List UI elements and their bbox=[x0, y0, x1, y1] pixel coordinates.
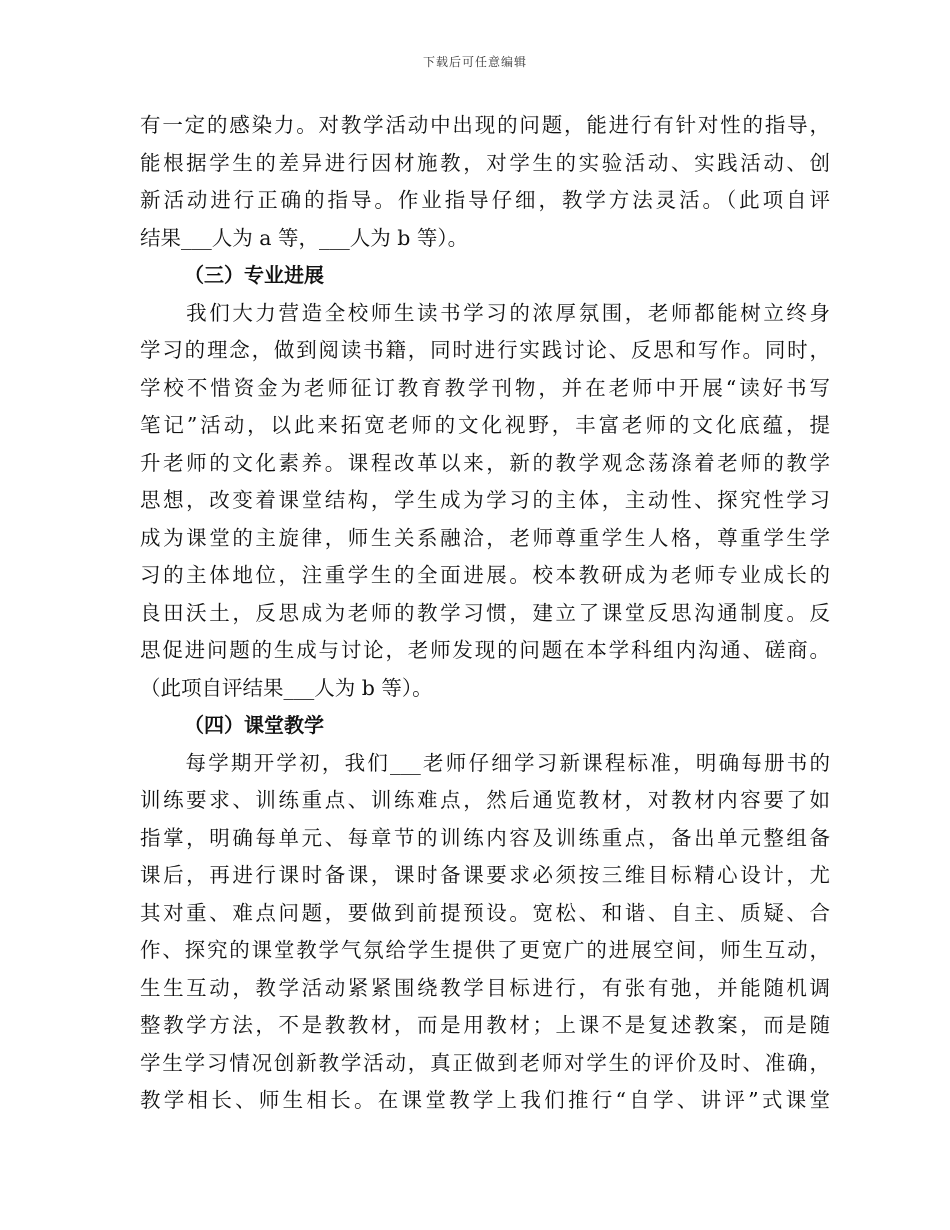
text-line: 结果___人为 a 等，___人为 b 等）。 bbox=[140, 225, 469, 250]
text-line: 能根据学生的差异进行因材施教，对学生的实验活动、实践活动、创 bbox=[140, 150, 830, 175]
text-line: 每学期开学初，我们___老师仔细学习新课程标准，明确每册书的 bbox=[140, 750, 830, 775]
text-line: 课后，再进行课时备课，课时备课要求必须按三维目标精心设计，尤 bbox=[140, 863, 830, 887]
text-line: 生生互动，教学活动紧紧围绕教学目标进行，有张有弛，并能随机调 bbox=[140, 975, 830, 1000]
text-line: 学生学习情况创新教学活动，真正做到老师对学生的评价及时、准确， bbox=[140, 1050, 830, 1075]
text-line: 其对重、难点问题，要做到前提预设。宽松、和谐、自主、质疑、合 bbox=[140, 900, 830, 925]
text-line: 教学相长、师生相长。在课堂教学上我们推行“自学、讲评”式课堂 bbox=[140, 1088, 830, 1112]
text-line: 新活动进行正确的指导。作业指导仔细，教学方法灵活。（此项自评 bbox=[140, 188, 830, 212]
text-line: 作、探究的课堂教学气氛给学生提供了更宽广的进展空间，师生互动， bbox=[140, 938, 830, 962]
text-line: 训练要求、训练重点、训练难点，然后通览教材，对教材内容要了如 bbox=[140, 788, 830, 812]
text-line: 学习的理念，做到阅读书籍，同时进行实践讨论、反思和写作。同时， bbox=[140, 338, 830, 362]
page-header: 下载后可任意编辑 bbox=[422, 55, 527, 69]
paragraph-classroom-teaching bbox=[140, 745, 830, 1120]
paragraph-professional-development bbox=[140, 295, 830, 708]
text-line: 有一定的感染力。对教学活动中出现的问题，能进行有针对性的指导， bbox=[140, 113, 830, 137]
text-line: 升老师的文化素养。课程改革以来，新的教学观念荡涤着老师的教学 bbox=[140, 450, 830, 475]
section-heading-professional-development: （三）专业进展 bbox=[184, 263, 324, 287]
paragraph-teaching-guidance bbox=[140, 107, 830, 257]
text-line: 指掌，明确每单元、每章节的训练内容及训练重点，备出单元整组备 bbox=[140, 825, 830, 850]
text-line: 成为课堂的主旋律，师生关系融洽，老师尊重学生人格，尊重学生学 bbox=[140, 525, 830, 550]
text-line: 学校不惜资金为老师征订教育教学刊物，并在老师中开展“读好书写 bbox=[140, 375, 830, 400]
text-line: 思想，改变着课堂结构，学生成为学习的主体，主动性、探究性学习 bbox=[140, 488, 830, 512]
text-line: 良田沃土，反思成为老师的教学习惯，建立了课堂反思沟通制度。反 bbox=[140, 600, 830, 625]
text-line: 我们大力营造全校师生读书学习的浓厚氛围，老师都能树立终身 bbox=[140, 300, 830, 325]
document-body bbox=[140, 107, 830, 1120]
section-heading-classroom-teaching: （四）课堂教学 bbox=[184, 713, 324, 737]
text-line: 思促进问题的生成与讨论，老师发现的问题在本学科组内沟通、磋商。 bbox=[140, 638, 830, 662]
text-line: （此项自评结果___人为 b 等）。 bbox=[140, 675, 433, 700]
text-line: 整教学方法，不是教教材，而是用教材；上课不是复述教案，而是随 bbox=[140, 1013, 830, 1037]
text-line: 习的主体地位，注重学生的全面进展。校本教研成为老师专业成长的 bbox=[140, 563, 830, 587]
text-line: 笔记”活动，以此来拓宽老师的文化视野，丰富老师的文化底蕴，提 bbox=[140, 413, 830, 437]
